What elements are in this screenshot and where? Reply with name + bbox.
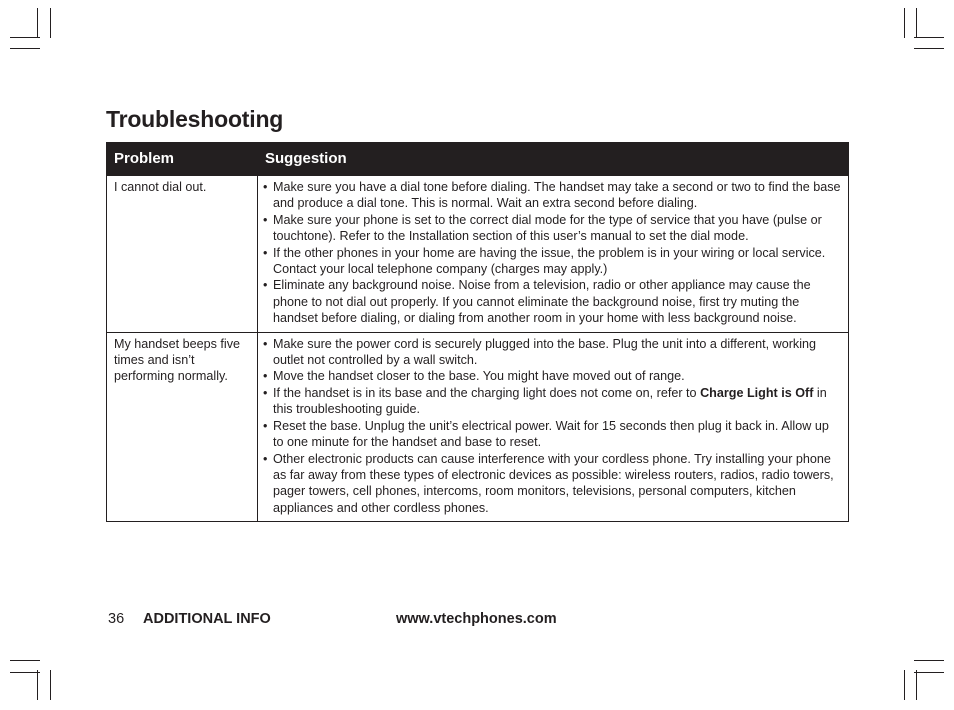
suggestion-text: in this troubleshooting guide. [273, 385, 827, 417]
crop-mark [904, 8, 905, 38]
crop-mark [37, 670, 38, 700]
crop-mark [37, 8, 38, 38]
crop-mark [916, 670, 917, 700]
crop-mark [914, 48, 944, 49]
suggestion-text: If the handset is in its base and the charging light does not come on, refer to [273, 385, 701, 400]
table-row [107, 332, 849, 521]
table-header-row [107, 143, 849, 176]
crop-mark [50, 670, 51, 700]
suggestion-item: • Eliminate any background noise. Noise from a television, radio or other appliance may cause the phone to not dial out properly. If you cannot eliminate the background noise, first try muting the handset before dialing, or dialing from another room in your home with less background noise. [265, 277, 841, 326]
website-url: www.vtechphones.com [396, 611, 557, 627]
crop-mark [10, 660, 40, 661]
crop-mark [914, 37, 944, 38]
table-row [107, 176, 849, 333]
column-header-problem: Problem [107, 143, 258, 176]
crop-mark [50, 8, 51, 38]
page-title: Troubleshooting [106, 106, 284, 132]
problem-cell: I cannot dial out. [107, 176, 258, 333]
crop-mark [916, 8, 917, 38]
suggestion-item: • Make sure you have a dial tone before dialing. The handset may take a second or two to find the base and produce a dial tone. This is normal. Wait an extra second before dialing. [265, 179, 841, 212]
problem-cell: My handset beeps five times and isn’t performing normally. [107, 332, 258, 521]
crop-mark [10, 672, 40, 673]
suggestion-list [265, 179, 841, 327]
crop-mark [10, 37, 40, 38]
suggestion-item: • Reset the base. Unplug the unit’s electrical power. Wait for 15 seconds then plug it back in. Allow up to one minute for the handset and base to reset. [265, 418, 841, 451]
suggestion-list [265, 336, 841, 516]
suggestion-item [265, 385, 841, 418]
crop-mark [914, 672, 944, 673]
crop-mark [10, 48, 40, 49]
column-header-suggestion: Suggestion [258, 143, 849, 176]
crop-mark [904, 670, 905, 700]
suggestion-item: • Move the handset closer to the base. You might have moved out of range. [265, 368, 841, 384]
troubleshooting-table [106, 142, 849, 522]
page-number: 36 [108, 611, 125, 627]
suggestion-item: • If the other phones in your home are having the issue, the problem is in your wiring or local service. Contact your local telephone company (charges may apply.) [265, 245, 841, 278]
suggestion-cell [258, 176, 849, 333]
suggestion-item: • Make sure your phone is set to the correct dial mode for the type of service that you have (pulse or touchtone). Refer to the Installation section of this user’s manual to set the dial mode. [265, 212, 841, 245]
crop-mark [914, 660, 944, 661]
section-name: ADDITIONAL INFO [143, 611, 271, 627]
suggestion-cell [258, 332, 849, 521]
cross-reference: Charge Light is Off [700, 385, 814, 400]
suggestion-item: • Other electronic products can cause interference with your cordless phone. Try installing your phone as far away from these types of electronic devices as possible: wireless routers, radios, radio towers, pager towers, cell phones, intercoms, room monitors, televisions, personal computers, kitchen appliances and other cordless phones. [265, 451, 841, 517]
suggestion-item: • Make sure the power cord is securely plugged into the base. Plug the unit into a different, working outlet not controlled by a wall switch. [265, 336, 841, 369]
